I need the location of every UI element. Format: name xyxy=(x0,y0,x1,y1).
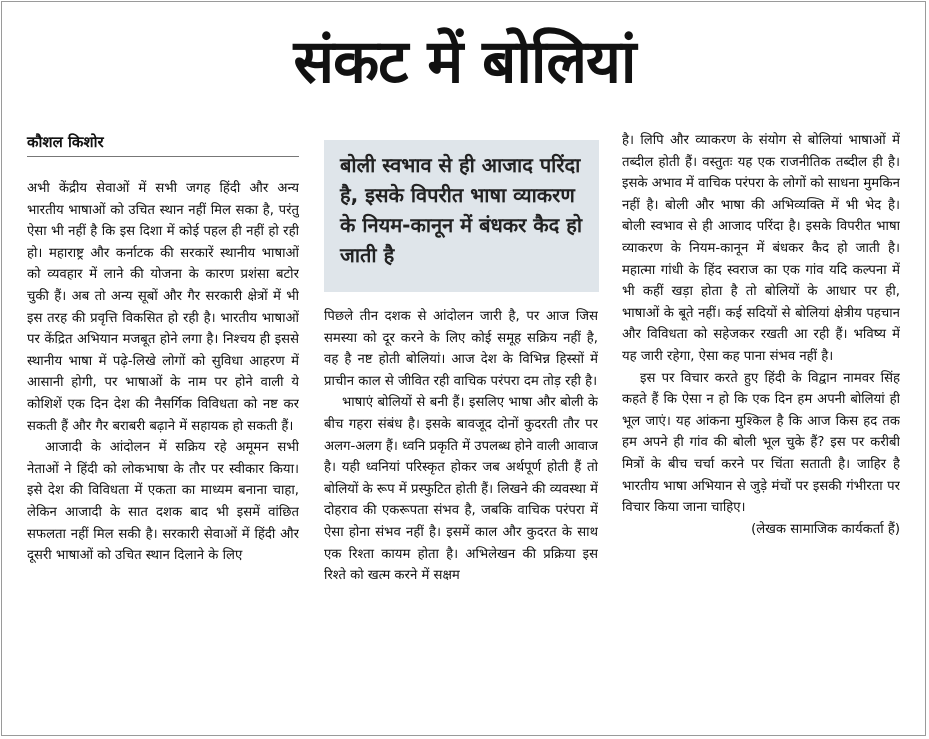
paragraph: पिछले तीन दशक से आंदोलन जारी है, पर आज जिस समस्या को दूर करने के लिए कोई समूह सक्रिय नहीं है, वह है नष्ट होती बोलियां। आज देश के विभिन्न हिस्सों में प्राचीन काल से जीवित रही वाचिक परंपरा दम तोड़ रही है। xyxy=(324,309,598,389)
paragraph: भाषाएं बोलियों से बनी हैं। इसलिए भाषा और बोली के बीच गहरा संबंध है। इसके बावजूद दोनों कुदरती तौर पर अलग-अलग हैं। ध्वनि प्रकृति में उपलब्ध होने वाली आवाज है। यही ध्वनियां परिस्कृत होकर जब अर्थपूर्ण होती हैं तो बोलियों के रूप में प्रस्फुटित होती हैं। लिखने की व्यवस्था में दोहराव की एकरूपता संभव है, जबकि वाचिक परंपरा में ऐसा होना संभव नहीं है। इसमें काल और कुदरत के साथ एक रिश्ता कायम होता है। अभिलेखन की प्रक्रिया इस रिश्ते को खत्म करने में सक्षम xyxy=(324,395,598,584)
column-3 xyxy=(622,130,900,718)
paragraph: है। लिपि और व्याकरण के संयोग से बोलियां भाषाओं में तब्दील होती हैं। वस्तुतः यह एक राजनीतिक तब्दील ही है। इसके अभाव में वाचिक परंपरा के लोगों को साधना मुमकिन नहीं है। बोली और भाषा की अभिव्यक्ति में भी भेद है। बोली स्वभाव से ही आजाद परिंदा है। इसके विपरीत भाषा व्याकरण के नियम-कानून में बंधकर कैद हो जाती है। महात्मा गांधी के हिंद स्वराज का एक गांव यदि कल्पना में भी कहीं खड़ा होता है तो बोलियों के आधार पर ही, भाषाओं के बूते नहीं। कई सदियों से बोलियां क्षेत्रीय पहचान और विविधता को सहेजकर रखती आ रही हैं। भविष्य में यह जारी रहेगा, ऐसा कह पाना संभव नहीं है। xyxy=(622,133,900,364)
column-1 xyxy=(27,178,299,718)
pull-quote: बोली स्वभाव से ही आजाद परिंदा है, इसके विपरीत भाषा व्याकरण के नियम-कानून में बंधकर कैद हो जाती है xyxy=(324,140,599,292)
author-credit: (लेखक सामाजिक कार्यकर्ता हैं) xyxy=(751,521,900,537)
paragraph: अभी केंद्रीय सेवाओं में सभी जगह हिंदी और अन्य भारतीय भाषाओं को उचित स्थान नहीं मिल सका है, परंतु ऐसा भी नहीं है कि इस दिशा में कोई पहल ही नहीं हो रही हो। महाराष्ट्र और कर्नाटक की सरकारें स्थानीय भाषाओं को व्यवहार में लाने की योजना के कारण प्रशंसा बटोर चुकी हैं। अब तो अन्य सूबों और गैर सरकारी क्षेत्रों में भी इस तरह की प्रवृत्ति विकसित हो रही है। भारतीय भाषाओं पर केंद्रित अभियान मजबूत होने लगा है। निश्चय ही इससे स्थानीय भाषा में पढ़े-लिखे लोगों को सुविधा आहरण में आसानी होगी, पर भाषाओं के नाम पर होने वाली ये कोशिशें एक दिन देश की नैसर्गिक विविधता को नष्ट कर सकती हैं और गैर बराबरी बढ़ाने में सहायक हो सकती हैं। xyxy=(27,181,299,434)
byline: कौशल किशोर xyxy=(27,130,299,157)
column-2 xyxy=(324,306,598,724)
paragraph: आजादी के आंदोलन में सक्रिय रहे अमूमन सभी नेताओं ने हिंदी को लोकभाषा के तौर पर स्वीकार किया। इसे देश की विविधता में एकता का माध्यम बनाना चाहा, लेकिन आजादी के सात दशक बाद भी इसमें वांछित सफलता नहीं मिल सकी है। सरकारी सेवाओं में हिंदी और दूसरी भाषाओं को उचित स्थान दिलाने के लिए xyxy=(27,440,299,564)
headline: संकट में बोलियां xyxy=(293,27,636,97)
paragraph: इस पर विचार करते हुए हिंदी के विद्वान नामवर सिंह कहते हैं कि ऐसा न हो कि एक दिन हम अपनी बोलियां ही भूल जाएं। यह आंकना मुश्किल है कि आज किस हद तक हम अपने ही गांव की बोली भूल चुके हैं? इस पर करीबी मित्रों के बीच चर्चा करने पर चिंता सताती है। जाहिर है भारतीय भाषा अभियान से जुड़े मंचों पर इसकी गंभीरता पर विचार किया जाना चाहिए। xyxy=(622,370,900,516)
